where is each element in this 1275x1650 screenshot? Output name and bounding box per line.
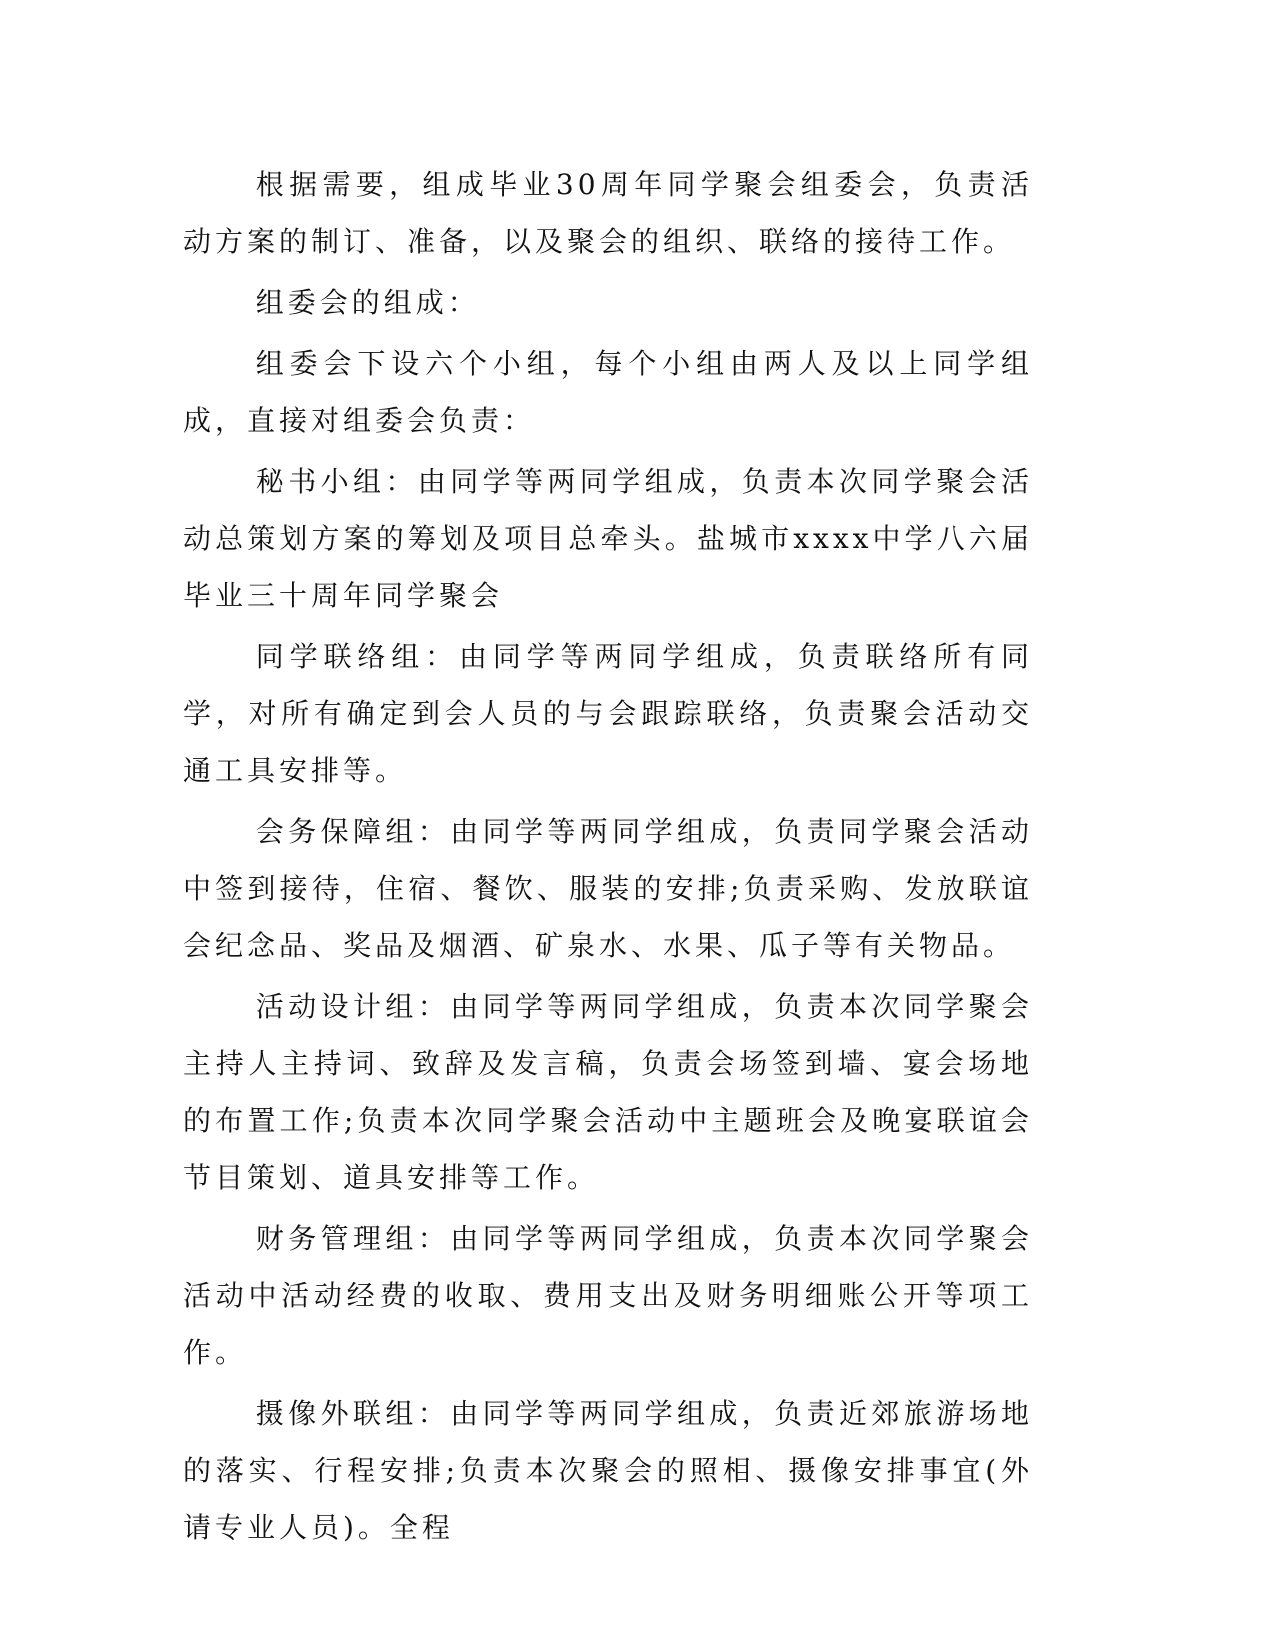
paragraph-secretary-group: 秘书小组：由同学等两同学组成，负责本次同学聚会活动总策划方案的筹划及项目总牵头。盐城市xxxx中学八六届毕业三十周年同学聚会 (183, 465, 1033, 612)
paragraph-committee-heading: 组委会的组成： (255, 286, 480, 319)
paragraph-logistics-group: 会务保障组：由同学等两同学组成，负责同学聚会活动中签到接待，住宿、餐饮、服装的安排;负责采购、发放联谊会纪念品、奖品及烟酒、矿泉水、水果、瓜子等有关物品。 (183, 815, 1033, 962)
document-body (183, 156, 1033, 1560)
paragraph-committee-groups: 组委会下设六个小组，每个小组由两人及以上同学组成，直接对组委会负责： (183, 347, 1033, 437)
paragraph-activity-design-group: 活动设计组：由同学等两同学组成，负责本次同学聚会主持人主持词、致辞及发言稿，负责会场签到墙、宴会场地的布置工作;负责本次同学聚会活动中主题班会及晚宴联谊会节目策划、道具安排等工作。 (183, 990, 1033, 1194)
paragraph-liaison-group: 同学联络组：由同学等两同学组成，负责联络所有同学，对所有确定到会人员的与会跟踪联络，负责聚会活动交通工具安排等。 (183, 640, 1033, 787)
paragraph-finance-group: 财务管理组：由同学等两同学组成，负责本次同学聚会活动中活动经费的收取、费用支出及财务明细账公开等项工作。 (183, 1222, 1033, 1369)
paragraph-intro: 根据需要，组成毕业30周年同学聚会组委会，负责活动方案的制订、准备，以及聚会的组织、联络的接待工作。 (183, 168, 1033, 258)
paragraph-photo-outreach-group: 摄像外联组：由同学等两同学组成，负责近郊旅游场地的落实、行程安排;负责本次聚会的照相、摄像安排事宜(外请专业人员)。全程 (183, 1397, 1033, 1544)
